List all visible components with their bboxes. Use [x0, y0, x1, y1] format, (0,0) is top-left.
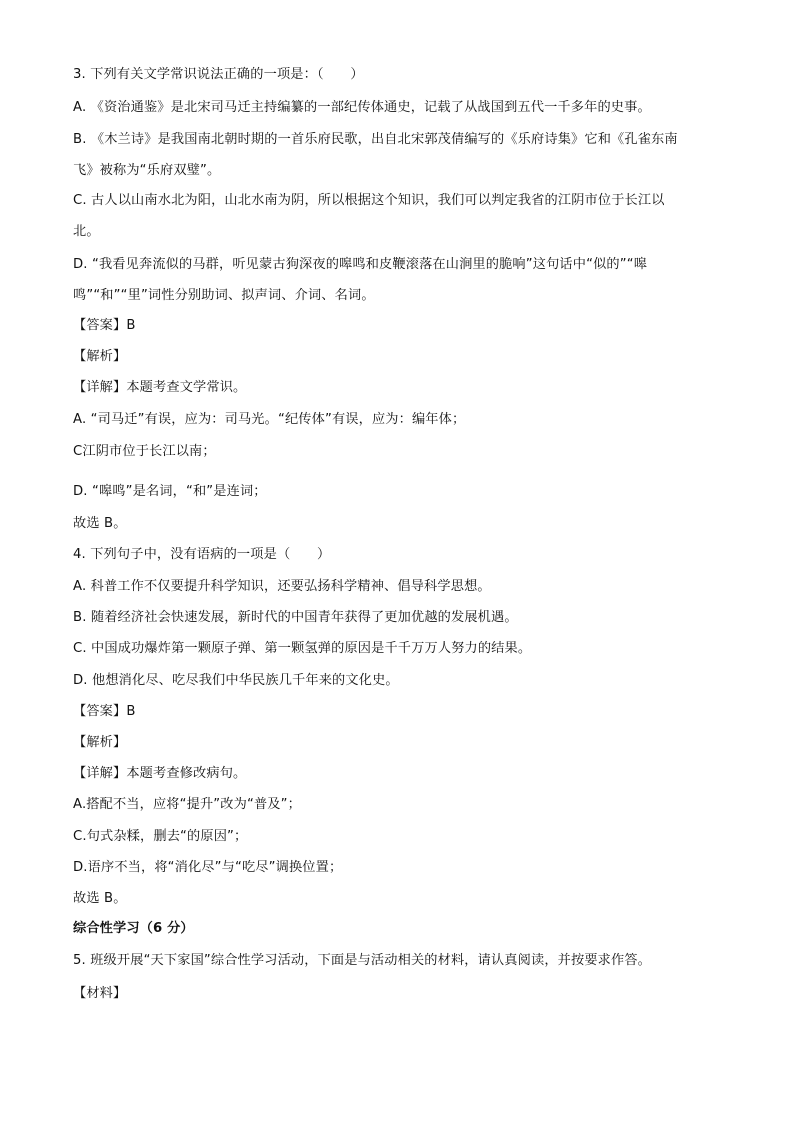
question-3-option-b: B. 《木兰诗》是我国南北朝时期的一首乐府民歌，出自北宋郭茂倩编写的《乐府诗集》它和《孔雀东南 [73, 132, 678, 147]
question-4-option-a: A. 科普工作不仅要提升科学知识，还要弘扬科学精神、倡导科学思想。 [73, 579, 491, 594]
question-3-option-d: D. “我看见奔流似的马群，听见蒙古狗深夜的嗥鸣和皮鞭滚落在山涧里的脆响”这句话中“似的”“嗥 [73, 257, 648, 272]
conclusion: 故选 B。 [73, 891, 127, 906]
explanation-a: A.搭配不当，应将“提升”改为“普及”； [73, 797, 301, 812]
answer-label: 【答案】B [73, 704, 136, 719]
question-3-option-c-cont: 北。 [73, 224, 100, 239]
question-5-stem: 5. 班级开展“天下家国”综合性学习活动，下面是与活动相关的材料，请认真阅读，并按要求作答。 [73, 953, 652, 968]
explanation-heading: 【详解】本题考查文学常识。 [73, 380, 247, 395]
explanation-c: C.句式杂糅，删去“的原因”； [73, 829, 248, 844]
explanation-heading: 【详解】本题考查修改病句。 [73, 766, 247, 781]
analysis-label: 【解析】 [73, 349, 127, 364]
section-heading: 综合性学习（6 分） [73, 921, 194, 936]
explanation-a: A. “司马迁”有误，应为：司马光。“纪传体”有误，应为：编年体； [73, 412, 466, 427]
explanation-d: D.语序不当，将“消化尽”与“吃尽”调换位置； [73, 860, 343, 875]
question-3-option-d-cont: 鸣”“和”“里”词性分别助词、拟声词、介词、名词。 [73, 288, 375, 303]
explanation-d: D. “嗥鸣”是名词，“和”是连词； [73, 484, 267, 499]
question-3-stem: 3. 下列有关文学常识说法正确的一项是：（ ） [73, 67, 364, 82]
analysis-label: 【解析】 [73, 735, 127, 750]
question-4-option-d: D. 他想消化尽、吃尽我们中华民族几千年来的文化史。 [73, 673, 399, 688]
question-3-option-b-cont: 飞》被称为“乐府双璧”。 [73, 163, 221, 178]
answer-label: 【答案】B [73, 318, 136, 333]
explanation-c: C江阴市位于长江以南； [73, 444, 216, 459]
conclusion: 故选 B。 [73, 516, 127, 531]
question-4-option-b: B. 随着经济社会快速发展，新时代的中国青年获得了更加优越的发展机遇。 [73, 610, 518, 625]
material-label: 【材料】 [73, 986, 127, 1001]
question-3-option-a: A. 《资治通鉴》是北宋司马迁主持编纂的一部纪传体通史，记载了从战国到五代一千多年的史事。 [73, 100, 651, 115]
question-3-option-c: C. 古人以山南水北为阳，山北水南为阴，所以根据这个知识，我们可以判定我省的江阴市位于长江以 [73, 193, 665, 208]
question-4-stem: 4. 下列句子中，没有语病的一项是（ ） [73, 547, 331, 562]
question-4-option-c: C. 中国成功爆炸第一颗原子弹、第一颗氢弹的原因是千千万万人努力的结果。 [73, 641, 532, 656]
